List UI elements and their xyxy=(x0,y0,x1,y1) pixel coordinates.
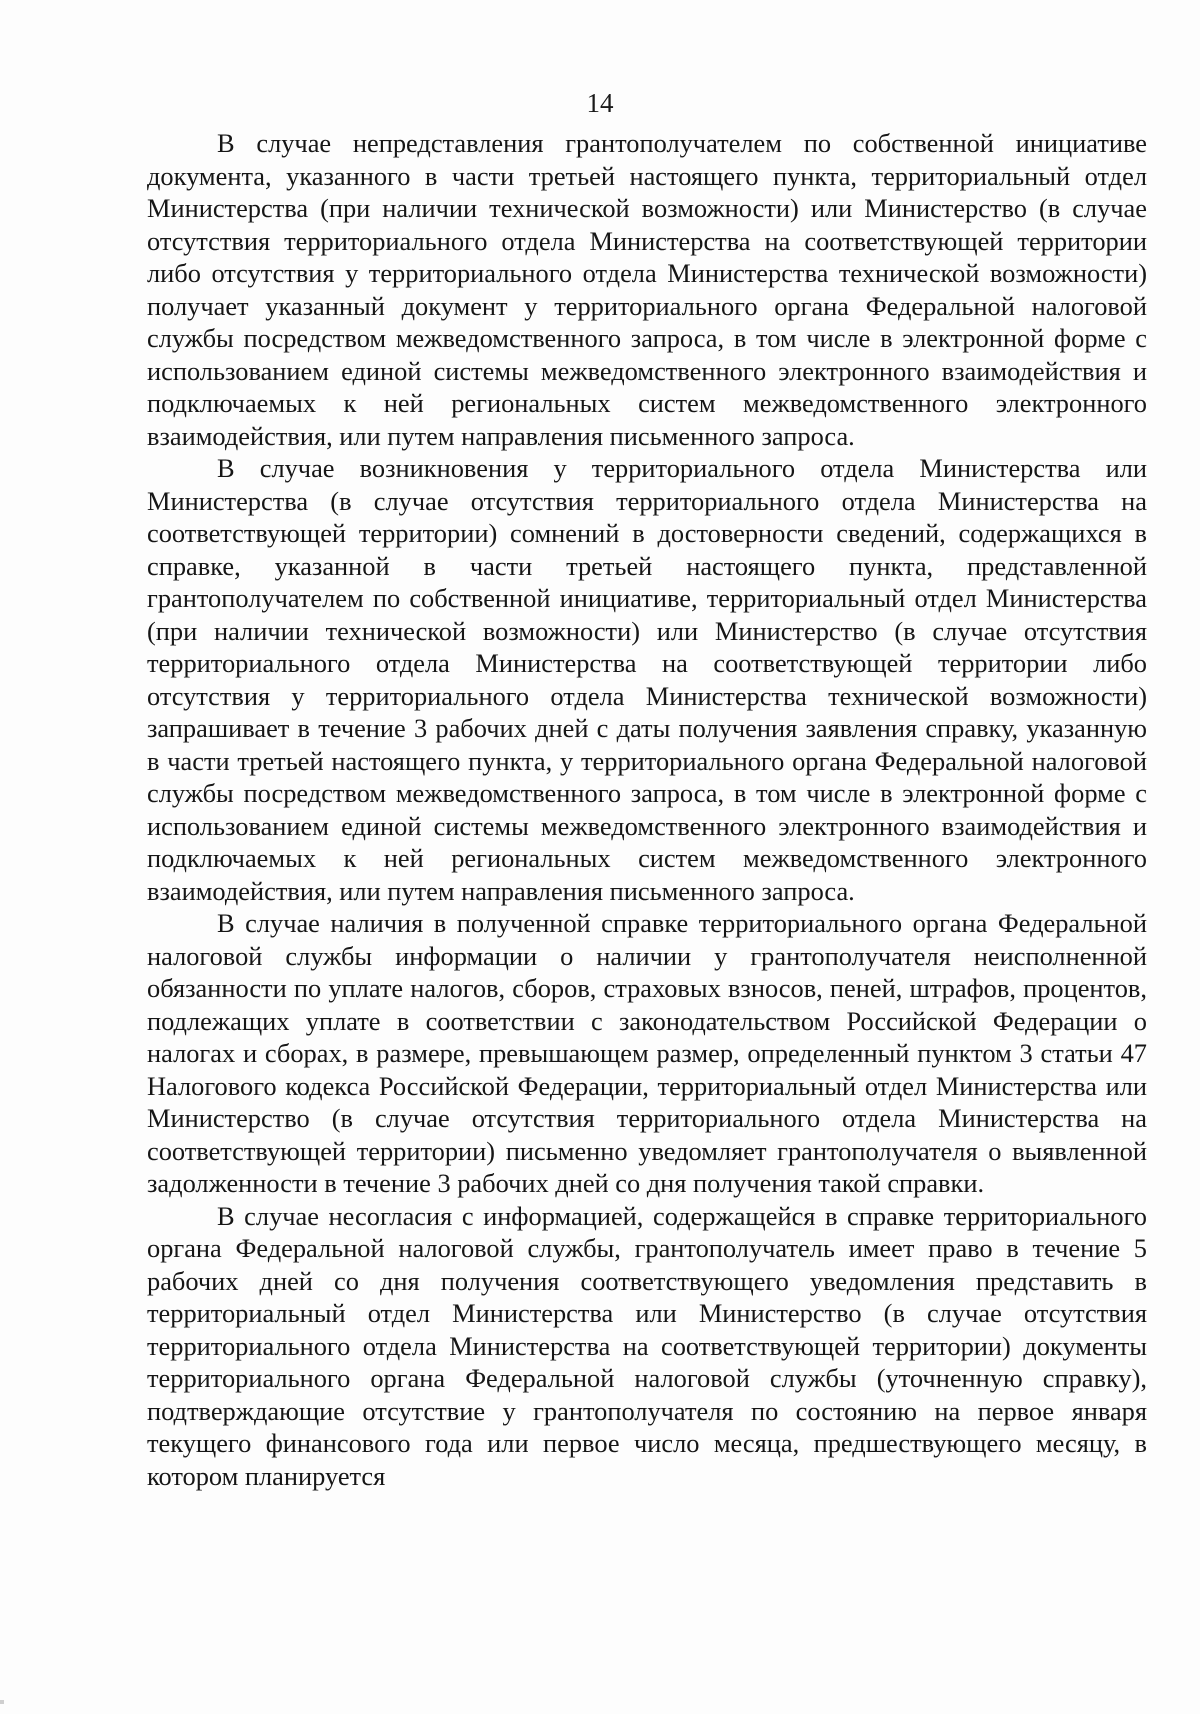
document-body xyxy=(147,127,1147,1492)
paragraph-4: В случае несогласия с информацией, содержащейся в справке территориального органа Федеральной налоговой службы, грантополучатель имеет право в течение 5 рабочих дней со дня получения соответствующего уведомления представить в территориальный отдел Министерства или Министерство (в случае отсутствия территориального отдела Министерства на соответствующей территории) документы территориального органа Федеральной налоговой службы (уточненную справку), подтверждающие отсутствие у грантополучателя по состоянию на первое января текущего финансового года или первое число месяца, предшествующего месяцу, в котором планируется xyxy=(147,1200,1147,1491)
page-number: 14 xyxy=(586,88,614,118)
scan-artifact xyxy=(0,1700,4,1704)
paragraph-2: В случае возникновения у территориального отдела Министерства или Министерства (в случае отсутствия территориального отдела Министерства на соответствующей территории) сомнений в достоверности сведений, содержащихся в справке, указанной в части третьей настоящего пункта, представленной грантополучателем по собственной инициативе, территориальный отдел Министерства (при наличии технической возможности) или Министерство (в случае отсутствия территориального отдела Министерства на соответствующей территории либо отсутствия у территориального отдела Министерства технической возможности) запрашивает в течение 3 рабочих дней с даты получения заявления справку, указанную в части третьей настоящего пункта, у территориального органа Федеральной налоговой службы посредством межведомственного запроса, в том числе в электронной форме с использованием единой системы межведомственного электронного взаимодействия и подключаемых к ней региональных систем межведомственного электронного взаимодействия, или путем направления письменного запроса. xyxy=(147,453,1147,906)
paragraph-1: В случае непредставления грантополучателем по собственной инициативе документа, указанного в части третьей настоящего пункта, территориальный отдел Министерства (при наличии технической возможности) или Министерство (в случае отсутствия территориального отдела Министерства на соответствующей территории либо отсутствия у территориального отдела Министерства технической возможности) получает указанный документ у территориального органа Федеральной налоговой службы посредством межведомственного запроса, в том числе в электронной форме с использованием единой системы межведомственного электронного взаимодействия и подключаемых к ней региональных систем межведомственного электронного взаимодействия, или путем направления письменного запроса. xyxy=(147,128,1147,451)
paragraph-3: В случае наличия в полученной справке территориального органа Федеральной налоговой службы информации о наличии у грантополучателя неисполненной обязанности по уплате налогов, сборов, страховых взносов, пеней, штрафов, процентов, подлежащих уплате в соответствии с законодательством Российской Федерации о налогах и сборах, в размере, превышающем размер, определенный пунктом 3 статьи 47 Налогового кодекса Российской Федерации, территориальный отдел Министерства или Министерство (в случае отсутствия территориального отдела Министерства на соответствующей территории) письменно уведомляет грантополучателя о выявленной задолженности в течение 3 рабочих дней со дня получения такой справки. xyxy=(147,908,1147,1198)
